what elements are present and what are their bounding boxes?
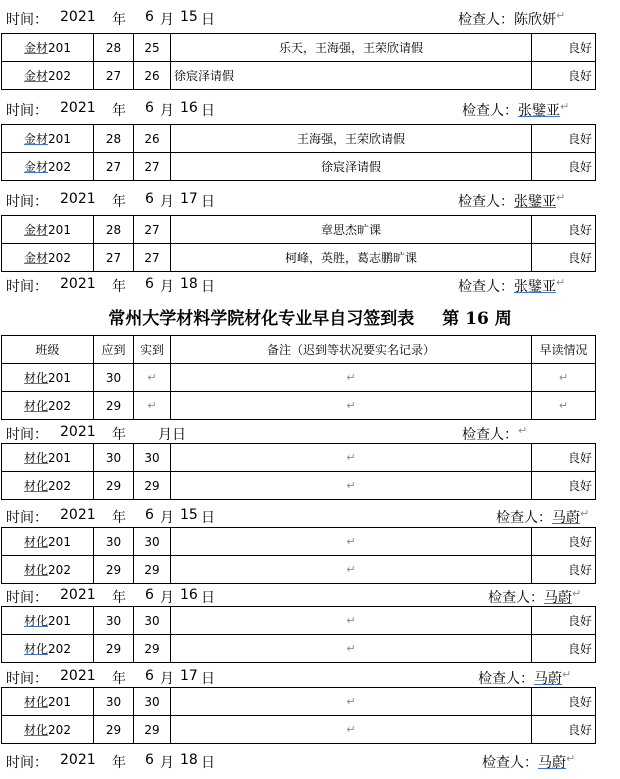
year-unit: 年 — [112, 510, 126, 526]
expected-count: 27 — [94, 62, 134, 90]
expected-count: 29 — [94, 556, 134, 584]
week-label: 第 16 周 — [442, 309, 512, 329]
year-unit: 年 — [112, 103, 126, 119]
return-mark: ↵ — [566, 752, 576, 765]
month-unit: 月 — [160, 103, 174, 119]
class-name: 金材 — [24, 160, 49, 174]
year-value: 2021 — [60, 276, 96, 292]
month-unit: 月 — [160, 510, 174, 526]
checker-name: 张鐾亚 — [514, 279, 556, 295]
title-text: 常州大学材料学院材化专业早自习签到表 — [108, 309, 415, 329]
month-value: 6 — [145, 507, 154, 523]
month-value: 6 — [145, 191, 154, 207]
day-unit: 日 — [201, 510, 215, 526]
class-cell: 金材201 — [2, 125, 94, 153]
checker-label: 检查人： — [458, 194, 514, 210]
attendance-table — [1, 33, 596, 90]
checker-label: 检查人： — [496, 510, 552, 526]
month-unit: 月 — [158, 427, 172, 443]
note-cell: ↵ — [171, 556, 532, 584]
day-unit: 日 — [201, 279, 215, 295]
time-label: 时间： — [6, 427, 48, 443]
reading-status: 良好 — [532, 472, 596, 500]
class-name: 材化 — [24, 563, 49, 577]
reading-status: 良好 — [532, 34, 596, 62]
class-name: 材化 — [24, 535, 49, 549]
time-label: 时间： — [6, 12, 48, 28]
actual-count: 26 — [134, 125, 171, 153]
column-header: 应到 — [94, 336, 134, 364]
reading-status: 良好 — [532, 153, 596, 181]
expected-count: 29 — [94, 716, 134, 744]
note-cell: ↵ — [171, 444, 532, 472]
reading-status: 良好 — [532, 556, 596, 584]
note-cell: 王海强，王荣欣请假 — [171, 125, 532, 153]
table-row — [2, 392, 596, 420]
day-unit: 日 — [201, 755, 215, 771]
table-row — [2, 216, 596, 244]
class-name: 材化 — [24, 614, 49, 628]
month-value: 6 — [145, 587, 154, 603]
actual-count: 30 — [134, 688, 171, 716]
checker-name: 马蔚 — [544, 590, 572, 606]
day-unit: 日 — [201, 103, 215, 119]
checker-label: 检查人： — [458, 279, 514, 295]
day-value: 17 — [180, 191, 198, 207]
reading-status: 良好 — [532, 635, 596, 663]
class-name: 材化 — [24, 451, 49, 465]
expected-count: 30 — [94, 528, 134, 556]
expected-count: 27 — [94, 153, 134, 181]
attendance-table — [1, 124, 596, 181]
attendance-table — [1, 335, 596, 420]
table-row — [2, 716, 596, 744]
note-cell: ↵ — [171, 716, 532, 744]
time-label: 时间： — [6, 194, 48, 210]
expected-count: 30 — [94, 444, 134, 472]
class-cell: 材化201 — [2, 528, 94, 556]
checker-label: 检查人： — [458, 12, 514, 28]
note-cell: ↵ — [171, 607, 532, 635]
table-row — [2, 556, 596, 584]
actual-count: 27 — [134, 153, 171, 181]
actual-count: ↵ — [134, 392, 171, 420]
note-cell: 徐宸泽请假 — [171, 153, 532, 181]
table-row — [2, 125, 596, 153]
checker-label: 检查人： — [462, 103, 518, 119]
month-value: 6 — [145, 752, 154, 768]
month-unit: 月 — [160, 590, 174, 606]
class-cell: 材化202 — [2, 716, 94, 744]
class-name: 金材 — [24, 41, 49, 55]
attendance-table — [1, 215, 596, 272]
expected-count: 27 — [94, 244, 134, 272]
note-cell: 章思杰旷课 — [171, 216, 532, 244]
checker-label: 检查人： — [488, 590, 544, 606]
table-row — [2, 688, 596, 716]
year-unit: 年 — [112, 590, 126, 606]
class-name: 材化 — [24, 371, 49, 385]
table-row — [2, 635, 596, 663]
checker-label: 检查人： — [462, 427, 518, 443]
expected-count: 29 — [94, 635, 134, 663]
day-unit: 日 — [172, 427, 186, 443]
return-mark: ↵ — [518, 424, 528, 437]
expected-count: 29 — [94, 472, 134, 500]
class-name: 材化 — [24, 642, 49, 656]
return-mark: ↵ — [572, 587, 582, 600]
table-row — [2, 244, 596, 272]
class-cell: 金材201 — [2, 34, 94, 62]
year-value: 2021 — [60, 668, 96, 684]
day-unit: 日 — [201, 590, 215, 606]
return-mark: ↵ — [556, 191, 566, 204]
class-cell: 材化202 — [2, 556, 94, 584]
actual-count: 27 — [134, 216, 171, 244]
day-unit: 日 — [201, 12, 215, 28]
day-value: 16 — [180, 587, 198, 603]
expected-count: 28 — [94, 34, 134, 62]
reading-status: 良好 — [532, 716, 596, 744]
class-name: 金材 — [24, 223, 49, 237]
class-cell: 材化201 — [2, 364, 94, 392]
month-unit: 月 — [160, 194, 174, 210]
attendance-table — [1, 606, 596, 663]
return-mark: ↵ — [556, 276, 566, 289]
note-cell: 乐天，王海强，王荣欣请假 — [171, 34, 532, 62]
reading-status: 良好 — [532, 444, 596, 472]
checker-name: 张鐾亚 — [518, 103, 560, 119]
day-unit: 日 — [201, 671, 215, 687]
note-cell: 徐宸泽请假 — [171, 62, 532, 90]
time-label: 时间： — [6, 279, 48, 295]
return-mark: ↵ — [556, 9, 566, 22]
class-cell: 材化202 — [2, 392, 94, 420]
expected-count: 30 — [94, 688, 134, 716]
table-row — [2, 607, 596, 635]
actual-count: 29 — [134, 716, 171, 744]
month-value: 6 — [145, 668, 154, 684]
class-cell: 材化202 — [2, 472, 94, 500]
month-value: 6 — [145, 9, 154, 25]
actual-count: 30 — [134, 607, 171, 635]
day-value: 17 — [180, 668, 198, 684]
expected-count: 29 — [94, 392, 134, 420]
month-value: 6 — [145, 100, 154, 116]
expected-count: 28 — [94, 216, 134, 244]
reading-status: 良好 — [532, 62, 596, 90]
return-mark: ↵ — [560, 100, 570, 113]
class-name: 材化 — [24, 399, 49, 413]
year-unit: 年 — [112, 755, 126, 771]
note-cell: ↵ — [171, 364, 532, 392]
day-value: 18 — [180, 752, 198, 768]
class-cell: 金材202 — [2, 62, 94, 90]
column-header: 早读情况 — [532, 336, 596, 364]
time-label: 时间： — [6, 510, 48, 526]
year-unit: 年 — [112, 194, 126, 210]
table-row — [2, 472, 596, 500]
class-name: 金材 — [24, 69, 49, 83]
time-label: 时间： — [6, 103, 48, 119]
expected-count: 30 — [94, 364, 134, 392]
note-cell: ↵ — [171, 635, 532, 663]
actual-count: 30 — [134, 528, 171, 556]
month-unit: 月 — [160, 755, 174, 771]
checker-name: 陈欣妍 — [514, 12, 556, 28]
year-value: 2021 — [60, 752, 96, 768]
table-row — [2, 528, 596, 556]
year-value: 2021 — [60, 9, 96, 25]
year-value: 2021 — [60, 507, 96, 523]
actual-count: 30 — [134, 444, 171, 472]
column-header-row — [2, 336, 596, 364]
year-value: 2021 — [60, 100, 96, 116]
column-header: 实到 — [134, 336, 171, 364]
reading-status: 良好 — [532, 607, 596, 635]
table-row — [2, 364, 596, 392]
actual-count: 29 — [134, 635, 171, 663]
class-name: 材化 — [24, 479, 49, 493]
time-label: 时间： — [6, 755, 48, 771]
page-title — [0, 304, 620, 329]
time-label: 时间： — [6, 671, 48, 687]
month-unit: 月 — [160, 279, 174, 295]
actual-count: 26 — [134, 62, 171, 90]
reading-status: ↵ — [532, 392, 596, 420]
column-header: 备注（迟到等状况要实名记录） — [171, 336, 532, 364]
month-unit: 月 — [160, 671, 174, 687]
table-row — [2, 62, 596, 90]
checker-label: 检查人： — [482, 755, 538, 771]
class-cell: 材化202 — [2, 635, 94, 663]
year-value: 2021 — [60, 424, 96, 440]
checker-name: 马蔚 — [552, 510, 580, 526]
year-unit: 年 — [112, 671, 126, 687]
month-unit: 月 — [160, 12, 174, 28]
day-value: 15 — [180, 9, 198, 25]
return-mark: ↵ — [580, 507, 590, 520]
reading-status: 良好 — [532, 688, 596, 716]
actual-count: 29 — [134, 556, 171, 584]
year-unit: 年 — [112, 12, 126, 28]
year-unit: 年 — [112, 279, 126, 295]
note-cell: ↵ — [171, 472, 532, 500]
class-cell: 金材202 — [2, 244, 94, 272]
actual-count: ↵ — [134, 364, 171, 392]
reading-status: 良好 — [532, 216, 596, 244]
checker-name: 马蔚 — [534, 671, 562, 687]
reading-status: 良好 — [532, 244, 596, 272]
class-cell: 材化201 — [2, 688, 94, 716]
column-header: 班级 — [2, 336, 94, 364]
attendance-table — [1, 687, 596, 744]
year-unit: 年 — [112, 427, 126, 443]
table-row — [2, 444, 596, 472]
class-cell: 金材201 — [2, 216, 94, 244]
note-cell: ↵ — [171, 528, 532, 556]
reading-status: ↵ — [532, 364, 596, 392]
checker-name: 马蔚 — [538, 755, 566, 771]
actual-count: 25 — [134, 34, 171, 62]
expected-count: 28 — [94, 125, 134, 153]
reading-status: 良好 — [532, 125, 596, 153]
class-name: 材化 — [24, 723, 49, 737]
checker-label: 检查人： — [478, 671, 534, 687]
expected-count: 30 — [94, 607, 134, 635]
class-cell: 材化201 — [2, 444, 94, 472]
month-value: 6 — [145, 276, 154, 292]
time-label: 时间： — [6, 590, 48, 606]
day-unit: 日 — [201, 194, 215, 210]
note-cell: 柯峰，英胜，葛志鹏旷课 — [171, 244, 532, 272]
note-cell: ↵ — [171, 688, 532, 716]
actual-count: 27 — [134, 244, 171, 272]
attendance-table — [1, 443, 596, 500]
note-cell: ↵ — [171, 392, 532, 420]
day-value: 15 — [180, 507, 198, 523]
return-mark: ↵ — [562, 668, 572, 681]
year-value: 2021 — [60, 191, 96, 207]
attendance-table — [1, 527, 596, 584]
class-name: 金材 — [24, 251, 49, 265]
class-name: 金材 — [24, 132, 49, 146]
reading-status: 良好 — [532, 528, 596, 556]
class-cell: 材化201 — [2, 607, 94, 635]
day-value: 18 — [180, 276, 198, 292]
table-row — [2, 34, 596, 62]
year-value: 2021 — [60, 587, 96, 603]
day-value: 16 — [180, 100, 198, 116]
actual-count: 29 — [134, 472, 171, 500]
class-cell: 金材202 — [2, 153, 94, 181]
checker-name: 张鐾亚 — [514, 194, 556, 210]
class-name: 材化 — [24, 695, 49, 709]
table-row — [2, 153, 596, 181]
